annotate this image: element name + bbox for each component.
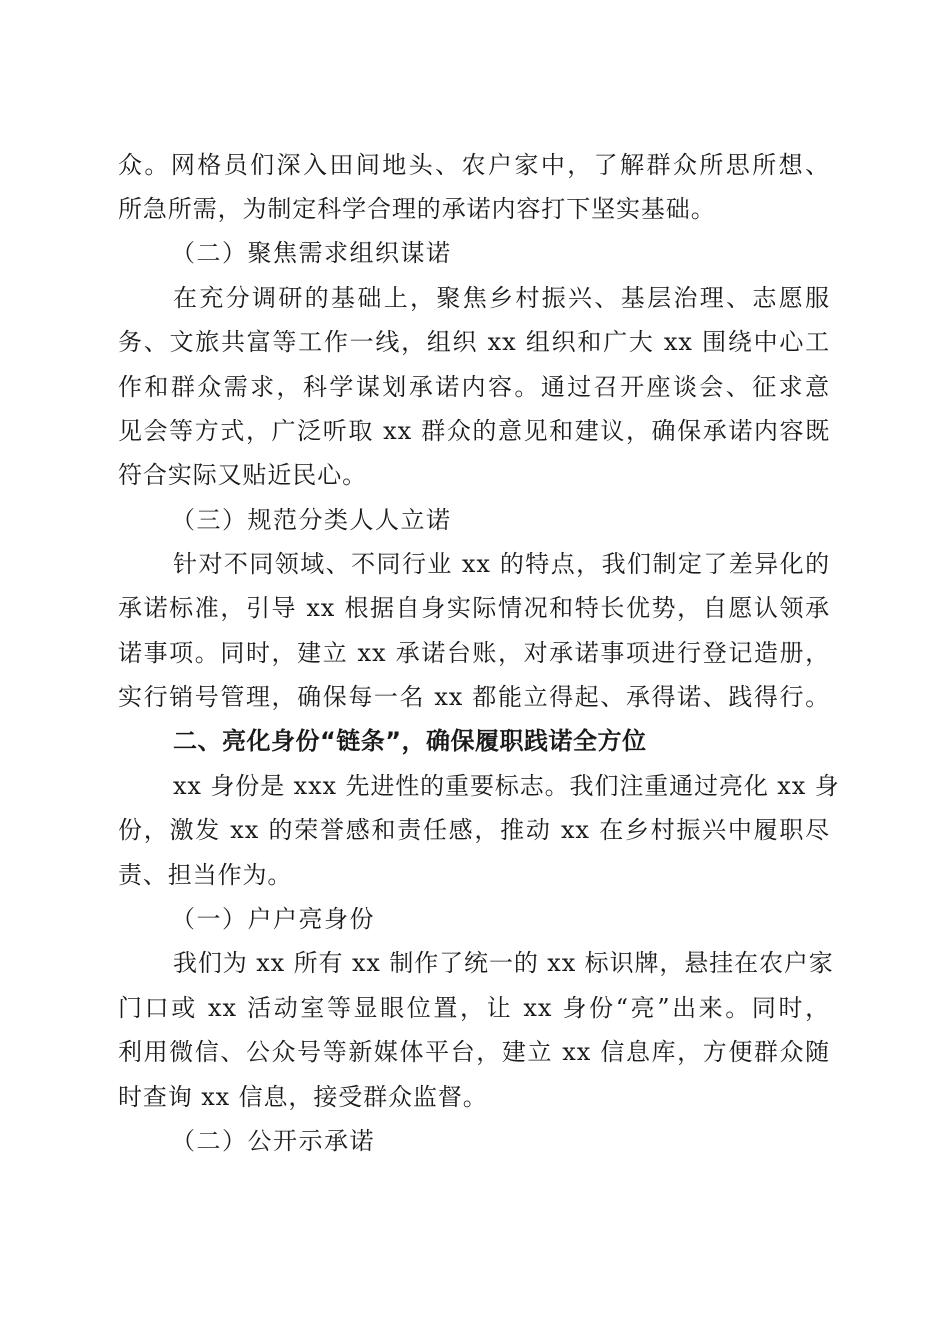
- subsection-heading: （二）公开示承诺: [171, 1127, 375, 1155]
- paragraph-line: 份，激发 xx 的荣誉感和责任感，推动 xx 在乡村振兴中履职尽: [118, 816, 830, 844]
- paragraph-line: 门口或 xx 活动室等显眼位置，让 xx 身份“亮”出来。同时，: [118, 994, 830, 1022]
- section-heading: 二、亮化身份“链条”，确保履职践诺全方位: [173, 727, 647, 755]
- paragraph-line: 作和群众需求，科学谋划承诺内容。通过召开座谈会、征求意: [118, 373, 830, 401]
- paragraph-line: 所急所需，为制定科学合理的承诺内容打下坚实基础。: [118, 195, 716, 223]
- paragraph-line: 众。网格员们深入田间地头、农户家中，了解群众所思所想、: [118, 151, 830, 179]
- paragraph-line: 针对不同领域、不同行业 xx 的特点，我们制定了差异化的: [173, 550, 830, 578]
- subsection-heading: （二）聚焦需求组织谋诺: [171, 239, 452, 267]
- paragraph-line: 时查询 xx 信息，接受群众监督。: [118, 1083, 488, 1111]
- paragraph-line: 承诺标准，引导 xx 根据自身实际情况和特长优势，自愿认领承: [118, 594, 830, 622]
- paragraph-line: 实行销号管理，确保每一名 xx 都能立得起、承得诺、践得行。: [118, 683, 830, 711]
- paragraph-line: 我们为 xx 所有 xx 制作了统一的 xx 标识牌，悬挂在农户家: [173, 949, 834, 977]
- paragraph-line: 见会等方式，广泛听取 xx 群众的意见和建议，确保承诺内容既: [118, 417, 830, 445]
- paragraph-line: 利用微信、公众号等新媒体平台，建立 xx 信息库，方便群众随: [118, 1038, 830, 1066]
- paragraph-line: 在充分调研的基础上，聚焦乡村振兴、基层治理、志愿服: [173, 284, 830, 312]
- subsection-heading: （一）户户亮身份: [171, 905, 375, 933]
- paragraph-line: 符合实际又贴近民心。: [118, 461, 367, 489]
- subsection-heading: （三）规范分类人人立诺: [171, 506, 452, 534]
- paragraph-line: 务、文旅共富等工作一线，组织 xx 组织和广大 xx 围绕中心工: [118, 328, 830, 356]
- paragraph-line: 诺事项。同时，建立 xx 承诺台账，对承诺事项进行登记造册，: [118, 639, 830, 667]
- paragraph-line: 责、担当作为。: [118, 861, 293, 889]
- paragraph-line: xx 身份是 xxx 先进性的重要标志。我们注重通过亮化 xx 身: [173, 772, 840, 800]
